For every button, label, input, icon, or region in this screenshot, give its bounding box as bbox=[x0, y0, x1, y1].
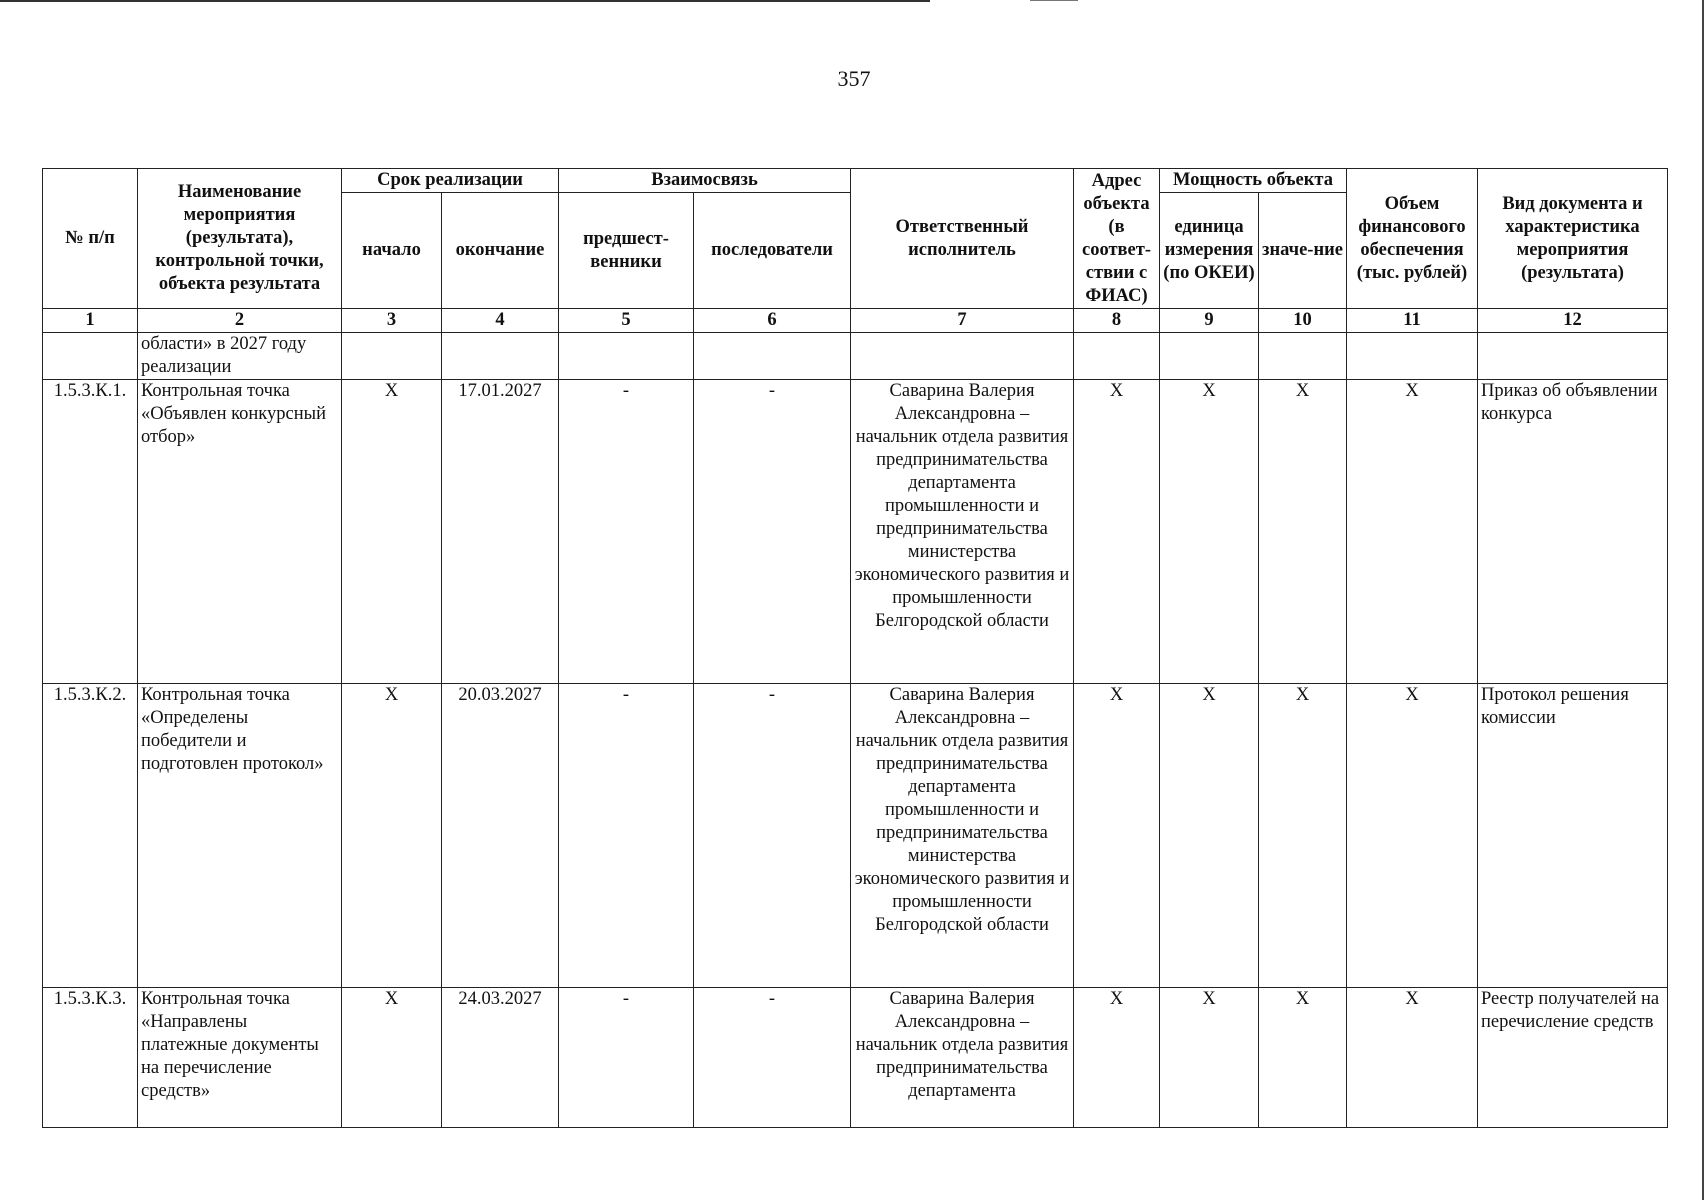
row-finance: X bbox=[1347, 988, 1478, 1128]
row-num: 1.5.3.К.1. bbox=[43, 380, 138, 684]
row-successors: - bbox=[694, 988, 851, 1128]
row-doc: Протокол решения комиссии bbox=[1478, 684, 1668, 988]
column-number: 6 bbox=[694, 309, 851, 333]
header-value: значе-ние bbox=[1259, 193, 1347, 309]
top-rule bbox=[0, 0, 930, 2]
header-end: окончание bbox=[442, 193, 559, 309]
row-num: 1.5.3.К.2. bbox=[43, 684, 138, 988]
header-predecessors: предшест-венники bbox=[559, 193, 694, 309]
column-number-row bbox=[43, 309, 1668, 333]
table-row bbox=[43, 988, 1668, 1128]
row-end: 17.01.2027 bbox=[442, 380, 559, 684]
activities-table bbox=[42, 168, 1668, 1128]
row-predecessors: - bbox=[559, 380, 694, 684]
header-finance: Объем финансового обеспечения (тыс. рублей) bbox=[1347, 169, 1478, 309]
column-number: 5 bbox=[559, 309, 694, 333]
header-unit: единица измерения (по ОКЕИ) bbox=[1160, 193, 1259, 309]
column-number: 2 bbox=[138, 309, 342, 333]
continuation-text: области» в 2027 году реализации bbox=[138, 333, 342, 380]
row-end: 20.03.2027 bbox=[442, 684, 559, 988]
header-doc-type: Вид документа и характеристика мероприятия (результата) bbox=[1478, 169, 1668, 309]
row-value: X bbox=[1259, 380, 1347, 684]
row-start: X bbox=[342, 684, 442, 988]
header-num: № п/п bbox=[43, 169, 138, 309]
row-finance: X bbox=[1347, 380, 1478, 684]
row-address: X bbox=[1074, 988, 1160, 1128]
column-number: 1 bbox=[43, 309, 138, 333]
column-number: 11 bbox=[1347, 309, 1478, 333]
header-address: Адрес объекта (в соответ-ствии с ФИАС) bbox=[1074, 169, 1160, 309]
row-address: X bbox=[1074, 684, 1160, 988]
row-num: 1.5.3.К.3. bbox=[43, 988, 138, 1128]
column-number: 10 bbox=[1259, 309, 1347, 333]
row-address: X bbox=[1074, 380, 1160, 684]
row-doc: Реестр получателей на перечисление средств bbox=[1478, 988, 1668, 1128]
row-finance: X bbox=[1347, 684, 1478, 988]
row-name: Контрольная точка «Определены победители и подготовлен протокол» bbox=[138, 684, 342, 988]
column-number: 9 bbox=[1160, 309, 1259, 333]
row-doc: Приказ об объявлении конкурса bbox=[1478, 380, 1668, 684]
header-responsible: Ответственный исполнитель bbox=[851, 169, 1074, 309]
table-row bbox=[43, 684, 1668, 988]
table-row bbox=[43, 380, 1668, 684]
table-header bbox=[43, 169, 1668, 333]
row-value: X bbox=[1259, 684, 1347, 988]
row-unit: X bbox=[1160, 988, 1259, 1128]
header-successors: последователи bbox=[694, 193, 851, 309]
top-rule-short bbox=[1030, 0, 1078, 1]
row-responsible: Саварина Валерия Александровна – начальник отдела развития предпринимательства департамента промышленности и предпринимательства министерства экономического развития и промышленности Белгородской области bbox=[851, 684, 1074, 988]
column-number: 12 bbox=[1478, 309, 1668, 333]
row-unit: X bbox=[1160, 684, 1259, 988]
page-number: 357 bbox=[837, 66, 871, 91]
header-term-group: Срок реализации bbox=[342, 169, 559, 193]
column-number: 3 bbox=[342, 309, 442, 333]
column-number: 8 bbox=[1074, 309, 1160, 333]
row-successors: - bbox=[694, 684, 851, 988]
row-value: X bbox=[1259, 988, 1347, 1128]
row-predecessors: - bbox=[559, 684, 694, 988]
row-start: X bbox=[342, 380, 442, 684]
row-successors: - bbox=[694, 380, 851, 684]
header-relation-group: Взаимосвязь bbox=[559, 169, 851, 193]
header-name: Наименование мероприятия (результата), контрольной точки, объекта результата bbox=[138, 169, 342, 309]
page-edge bbox=[1702, 0, 1704, 1200]
row-name: Контрольная точка «Направлены платежные документы на перечисление средств» bbox=[138, 988, 342, 1128]
header-capacity-group: Мощность объекта bbox=[1160, 169, 1347, 193]
row-name: Контрольная точка «Объявлен конкурсный отбор» bbox=[138, 380, 342, 684]
continuation-row bbox=[43, 333, 1668, 380]
row-responsible: Саварина Валерия Александровна – начальник отдела развития предпринимательства департамента промышленности и предпринимательства министерства экономического развития и промышленности Белгородской области bbox=[851, 380, 1074, 684]
row-start: X bbox=[342, 988, 442, 1128]
row-unit: X bbox=[1160, 380, 1259, 684]
row-predecessors: - bbox=[559, 988, 694, 1128]
row-responsible: Саварина Валерия Александровна – начальник отдела развития предпринимательства департамента bbox=[851, 988, 1074, 1128]
row-end: 24.03.2027 bbox=[442, 988, 559, 1128]
column-number: 4 bbox=[442, 309, 559, 333]
column-number: 7 bbox=[851, 309, 1074, 333]
header-start: начало bbox=[342, 193, 442, 309]
